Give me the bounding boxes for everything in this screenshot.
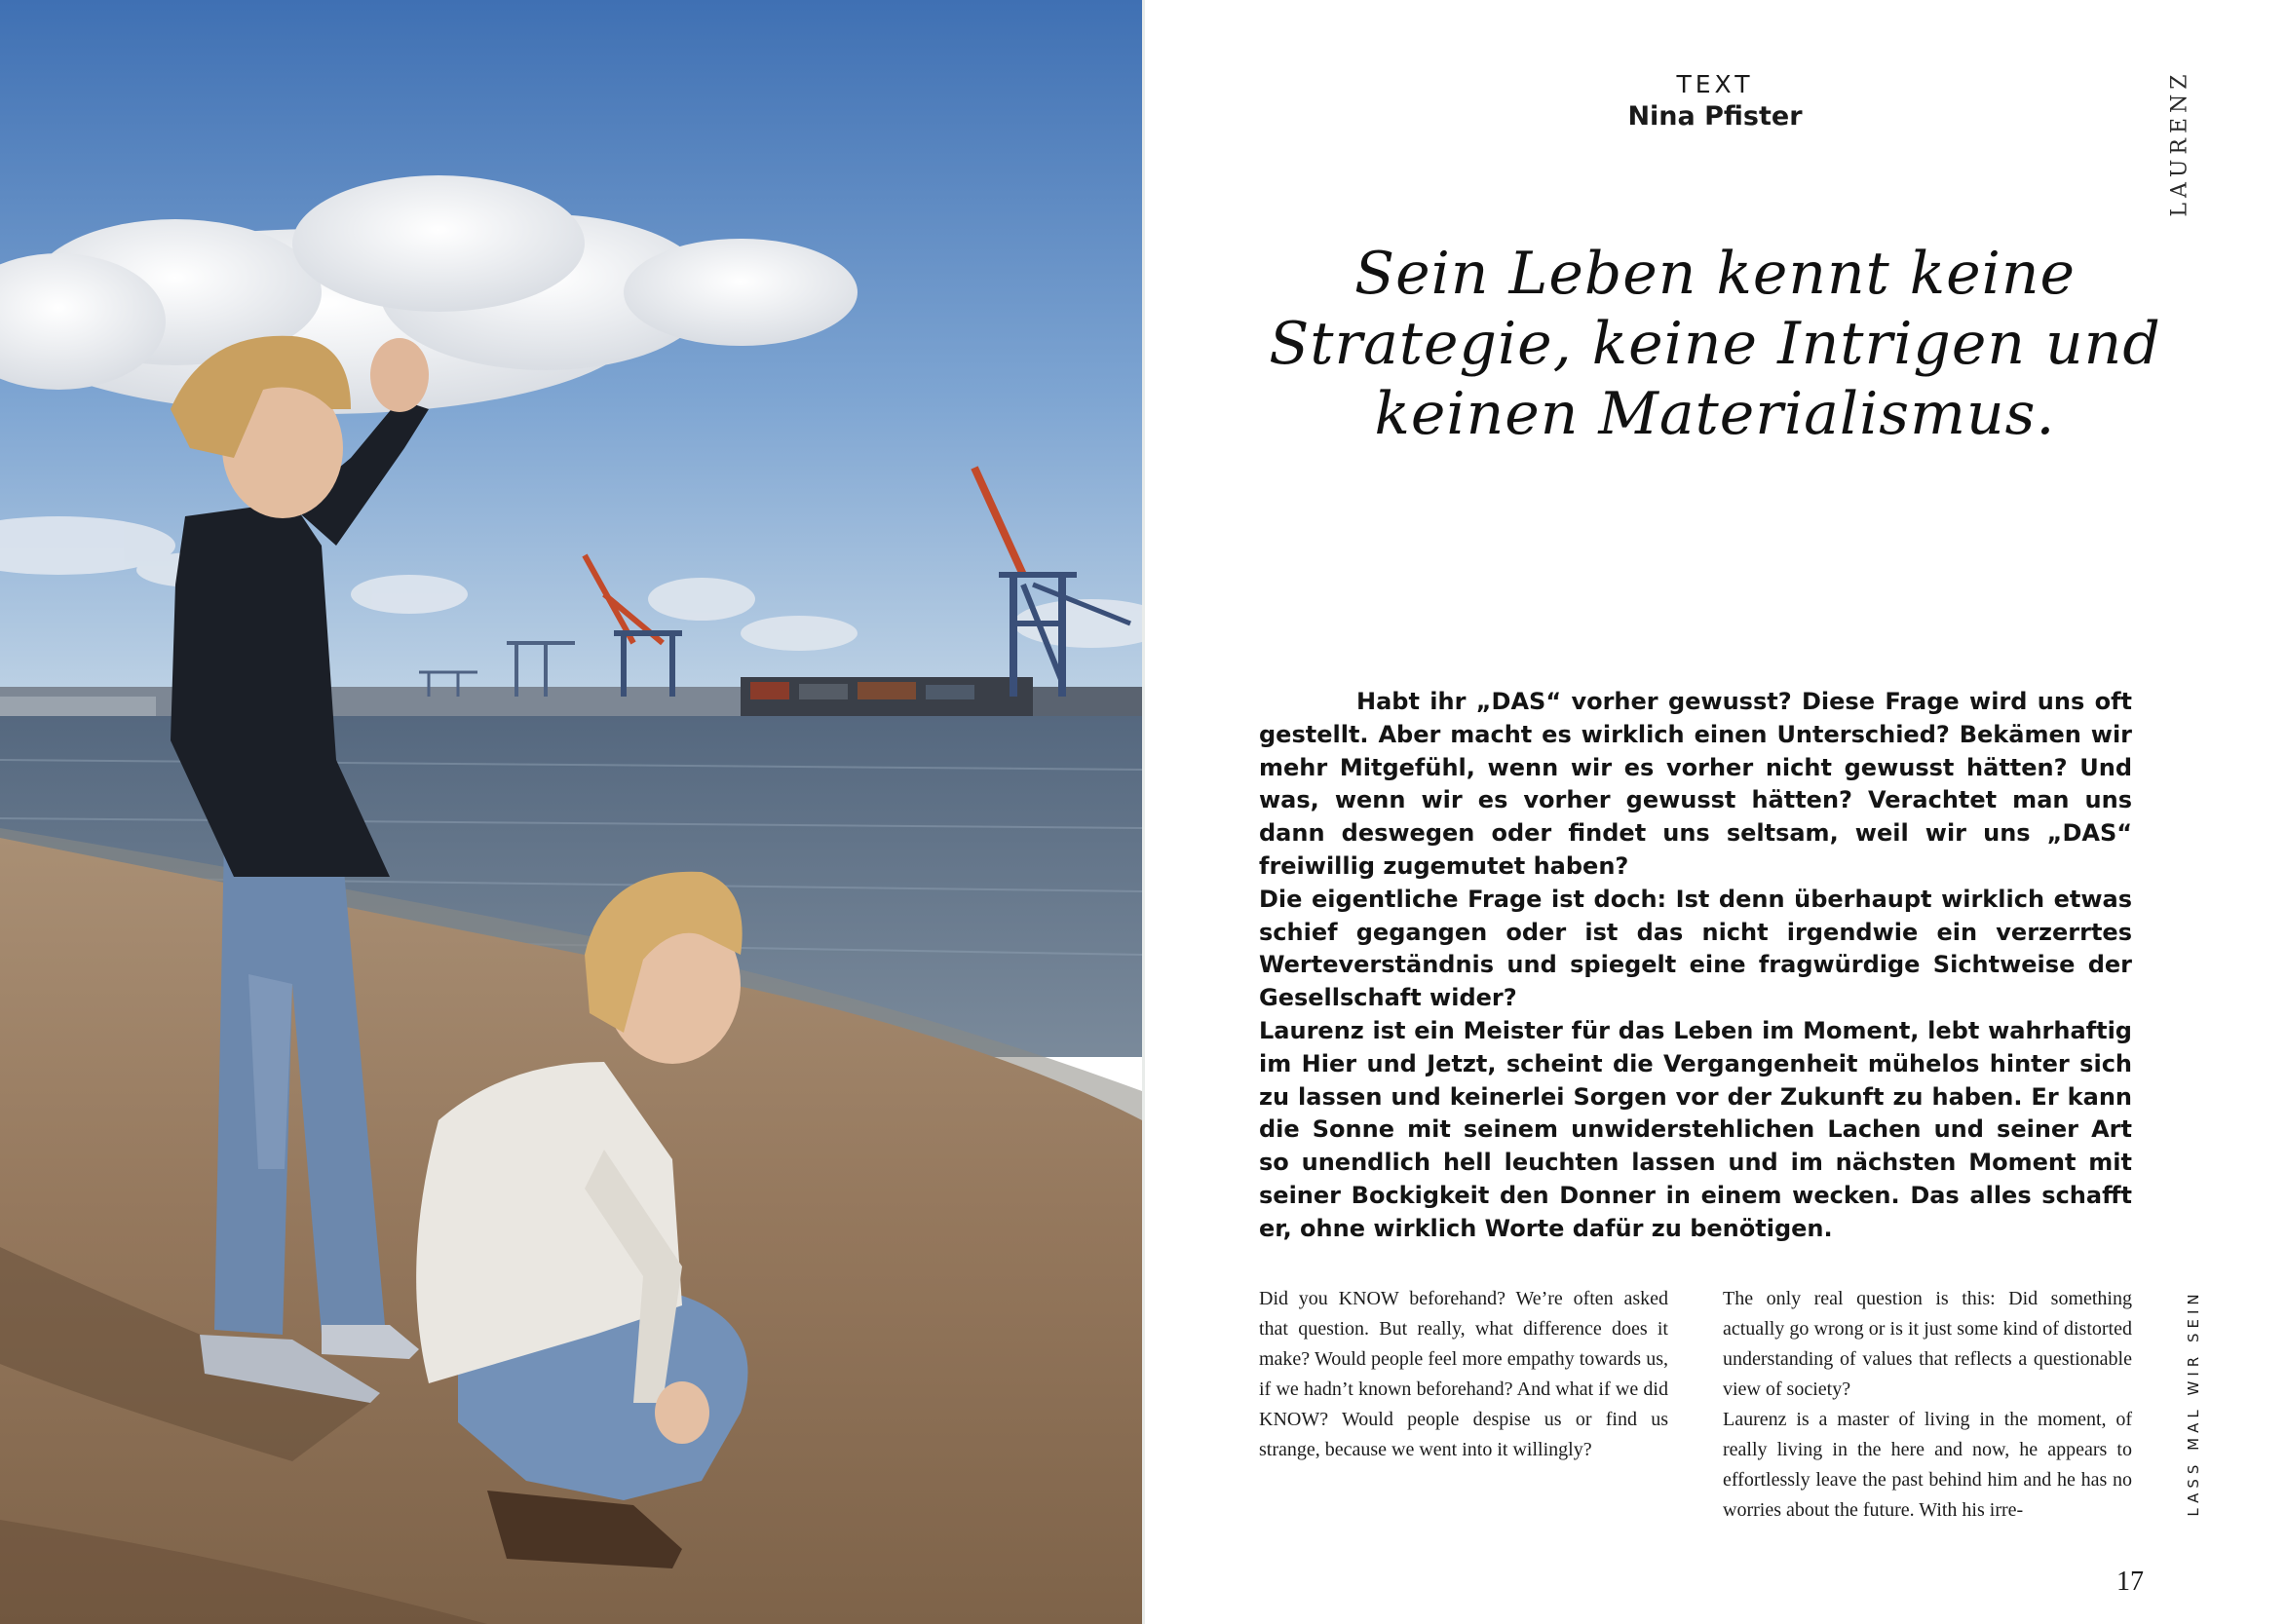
credit-label: TEXT bbox=[1676, 70, 1754, 98]
english-column-2 bbox=[1723, 1284, 2132, 1526]
paragraph: Laurenz ist ein Meister für das Leben im Moment, lebt wahrhaftig im Hier und Jetzt, scheint die Vergangenheit mühelos hinter sich zu lassen und keinerlei Sorgen vor der Zukunft zu haben. Er kann die Sonne mit seinem unwiderstehlichen Lachen und seiner Art so unendlich hell leuchten lassen und im nächsten Moment mit seiner Bockigkeit den Donner in einem wecken. Das alles schafft er, ohne wirklich Worte dafür zu benötigen. bbox=[1259, 1016, 2132, 1242]
running-head bbox=[2165, 70, 2194, 216]
paragraph: Habt ihr „DAS“ vorher gewusst? Diese Frage wird uns oft gestellt. Aber macht es wirklich einen Unterschied? Bekämen wir mehr Mitgefühl, wenn wir es vorher nicht gewusst hätten? Und was, wenn wir es vorher gewusst hätten? Verachtet man uns dann deswegen oder findet uns seltsam, weil wir uns „DAS“ freiwillig zugemutet haben? bbox=[1259, 688, 2132, 880]
paragraph: Die eigentliche Frage ist doch: Ist denn überhaupt wirklich etwas schief gegangen oder ist das nicht irgendwie ein verzerrtes Werteverständnis und spiegelt eine fragwürdige Sichtweise der Gesellschaft wider? bbox=[1259, 885, 2132, 1012]
page-number: 17 bbox=[2116, 1567, 2144, 1597]
english-column-1 bbox=[1259, 1284, 1668, 1465]
slogan-text: LASS MAL WIR SEIN bbox=[2185, 1289, 2202, 1517]
author-name: Nina Pfister bbox=[1627, 101, 1803, 132]
paragraph: Laurenz is a master of living in the moment, of really living in the here and now, he appears to effortlessly leave the past behind him and he has no worries about the future. With his irre- bbox=[1723, 1409, 2132, 1521]
paragraph: Did you KNOW beforehand? We’re often asked that question. But really, what difference does it make? Would people feel more empathy towards us, if we hadn’t known beforehand? And what if we did KNOW? Would people despise us or find us strange, because we went into it willingly? bbox=[1259, 1288, 1668, 1460]
german-body-text bbox=[1259, 686, 2132, 1246]
running-head-text: LAURENZ bbox=[2167, 69, 2192, 217]
beach-harbor-photo bbox=[0, 0, 1142, 1624]
vertical-slogan bbox=[2179, 1286, 2208, 1520]
paragraph: The only real question is this: Did something actually go wrong or is it just some kind of distorted understanding of values that reflects a questionable view of society? bbox=[1723, 1288, 2132, 1400]
page-gutter bbox=[1142, 0, 1145, 1624]
pull-quote: Sein Leben kennt keine Strategie, keine Intrigen und keinen Materialismus. bbox=[1269, 240, 2161, 448]
